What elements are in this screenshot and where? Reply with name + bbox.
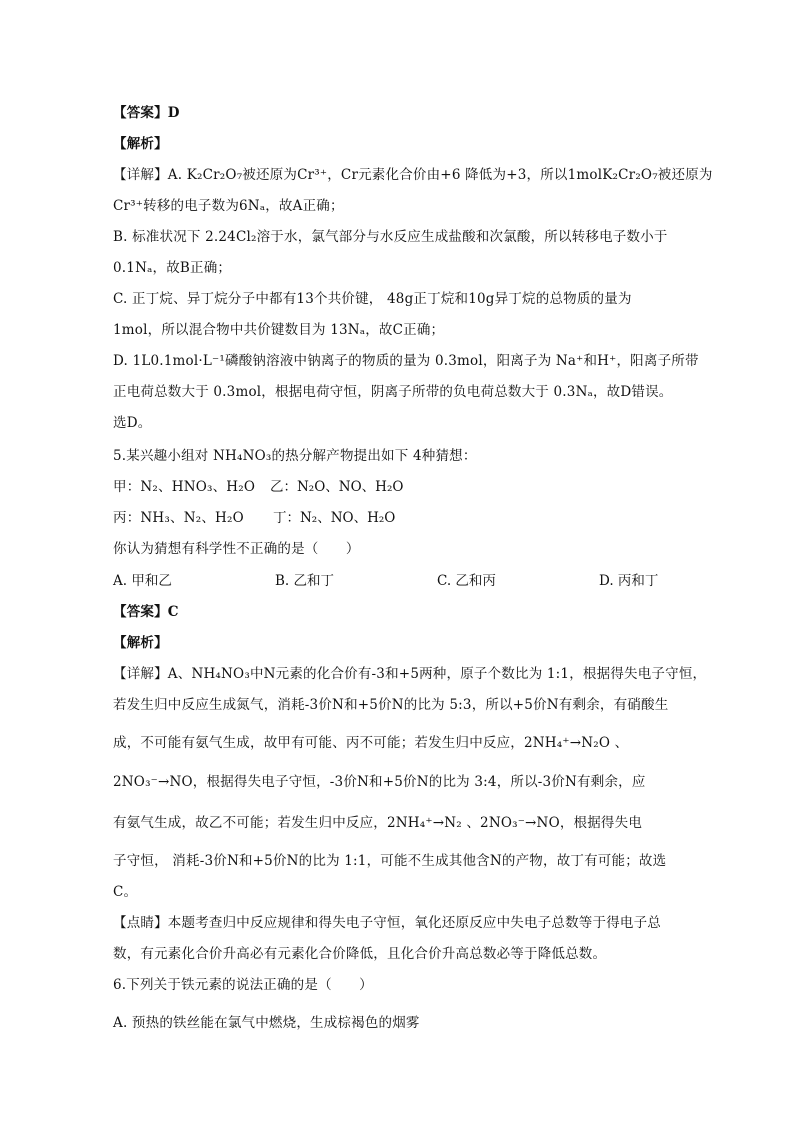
q4-answer: 【答案】D [113,105,180,121]
q6-stem: 6.下列关于铁元素的说法正确的是（ ） [113,977,373,993]
q4-detail-line: 1mol，所以混合物中共价键数目为 13Nₐ，故C正确； [113,322,445,338]
q5-guess-ding: 丁：N₂、NO、H₂O [273,510,396,526]
q5-detail-line: 【详解】A、NH₄NO₃中N元素的化合价有-3和+5两种，原子个数比为 1:1，根据得失电子守恒， [113,666,707,682]
q5-analysis-title: 【解析】 [113,635,168,651]
q5-guess-jia: 甲：N₂、HNO₃、H₂O [113,479,256,495]
q5-dianjing-line: 【点睛】本题考查归中反应规律和得失电子守恒，氧化还原反应中失电子总数等于得电子总 [113,915,661,931]
q5-stem: 5.某兴趣小组对 NH₄NO₃的热分解产物提出如下 4种猜想： [113,448,477,464]
q4-detail-line: 【详解】A. K₂Cr₂O₇被还原为Cr³⁺，Cr元素化合价由+6 降低为+3，所以1molK₂Cr₂O₇被还原为 [113,167,713,183]
q4-detail-line: B. 标准状况下 2.24Cl₂溶于水，氯气部分与水反应生成盐酸和次氯酸，所以转移电子数小于 [113,229,668,245]
q4-analysis-title: 【解析】 [113,136,168,152]
q5-answer: 【答案】C [113,604,179,620]
q4-detail-line: 0.1Nₐ，故B正确； [113,260,232,276]
q5-guess-yi: 乙：N₂O、NO、H₂O [270,479,404,495]
q5-detail-line: 子守恒， 消耗-3价N和+5价N的比为 1:1，可能不生成其他含N的产物，故丁有可能；故选 [113,853,667,869]
q4-detail-line: D. 1L0.1mol·L⁻¹磷酸钠溶液中钠离子的物质的量为 0.3mol，阳离子为 Na⁺和H⁺，阳离子所带 [113,353,699,369]
q5-option-a: A. 甲和乙 [113,573,172,589]
q5-detail-line: 成，不可能有氨气生成，故甲有可能、丙不可能；若发生归中反应，2NH₄⁺→N₂O 、 [113,735,629,751]
q5-question: 你认为猜想有科学性不正确的是（ ） [113,541,360,557]
q4-detail-line: C. 正丁烷、异丁烷分子中都有13个共价键， 48g正丁烷和10g异丁烷的总物质的量为 [113,291,632,307]
q4-detail-line: Cr³⁺转移的电子数为6Nₐ，故A正确； [113,198,344,214]
q5-detail-line: 2NO₃⁻→NO，根据得失电子守恒，-3价N和+5价N的比为 3:4，所以-3价N有剩余，应 [113,774,646,790]
q5-detail-line: 若发生归中反应生成氮气，消耗-3价N和+5价N的比为 5:3，所以+5价N有剩余，有硝酸生 [113,697,669,713]
q5-option-b: B. 乙和丁 [275,573,335,589]
q5-dianjing-line: 数，有元素化合价升高必有元素化合价降低，且化合价升高总数必等于降低总数。 [113,946,607,962]
q5-guess-bing: 丙：NH₃、N₂、H₂O [113,510,244,526]
q5-option-d: D. 丙和丁 [599,573,659,589]
q5-option-c: C. 乙和丙 [437,573,496,589]
q4-detail-line: 选D。 [113,415,152,431]
q5-detail-line: C。 [113,884,138,900]
q4-detail-line: 正电荷总数大于 0.3mol，根据电荷守恒，阴离子所带的负电荷总数大于 0.3Nₐ，故D错误。 [113,384,673,400]
q5-detail-line: 有氨气生成，故乙不可能；若发生归中反应，2NH₄⁺→N₂ 、2NO₃⁻→NO，根据得失电 [113,815,643,831]
q6-option-a: A. 预热的铁丝能在氯气中燃烧，生成棕褐色的烟雾 [113,1015,420,1031]
